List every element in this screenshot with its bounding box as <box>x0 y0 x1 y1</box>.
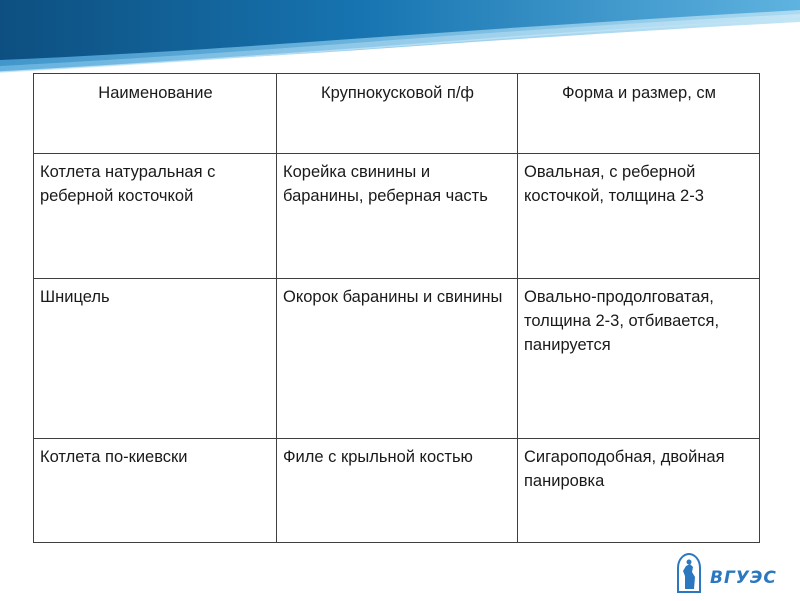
cell-name: Шницель <box>34 279 277 439</box>
header-name: Наименование <box>34 74 277 154</box>
logo-text: ВГУЭС <box>710 568 777 588</box>
cell-semifinished: Корейка свинины и баранины, реберная часть <box>277 154 518 279</box>
logo-emblem-icon <box>672 552 706 596</box>
table-header-row <box>34 74 760 154</box>
header-wave-decoration <box>0 0 800 80</box>
cell-semifinished: Окорок баранины и свинины <box>277 279 518 439</box>
header-shape-size: Форма и размер, см <box>518 74 760 154</box>
cell-shape-size: Сигароподобная, двойная панировка <box>518 439 760 543</box>
header-semifinished: Крупнокусковой п/ф <box>277 74 518 154</box>
cell-name: Котлета по-киевски <box>34 439 277 543</box>
cell-shape-size: Овально-продолговатая, толщина 2-3, отбивается, панируется <box>518 279 760 439</box>
table-row <box>34 279 760 439</box>
university-logo <box>672 552 782 596</box>
cell-name: Котлета натуральная с реберной косточкой <box>34 154 277 279</box>
table-row <box>34 439 760 543</box>
cell-semifinished: Филе с крыльной костью <box>277 439 518 543</box>
dish-table <box>33 73 760 543</box>
cell-shape-size: Овальная, с реберной косточкой, толщина 2-3 <box>518 154 760 279</box>
table-row <box>34 154 760 279</box>
